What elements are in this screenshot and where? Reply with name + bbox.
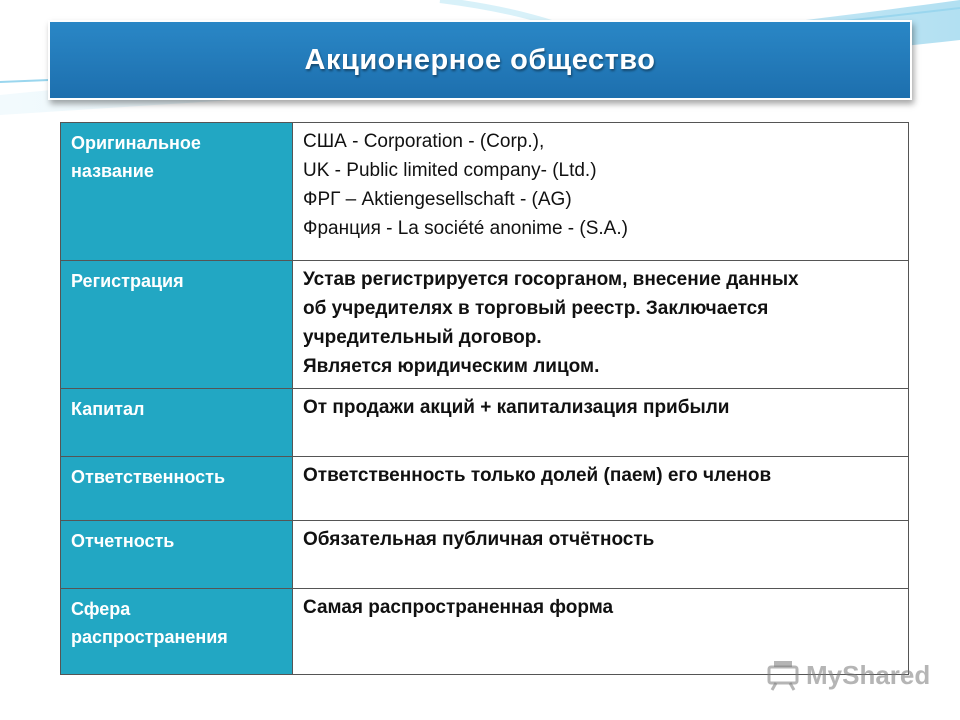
value-line: Обязательная публичная отчётность [303, 529, 655, 550]
value-line: учредительный договор. [303, 327, 542, 348]
slide-title: Акционерное общество [304, 43, 656, 76]
table-row [61, 123, 909, 261]
table-row [61, 261, 909, 389]
table-row [61, 521, 909, 589]
row-value [293, 261, 909, 389]
projector-icon [766, 659, 800, 691]
info-table [60, 122, 909, 675]
row-value [293, 521, 909, 589]
value-line: Франция - La société anonime - (S.A.) [303, 218, 628, 239]
watermark-text: MyShared [806, 659, 931, 690]
watermark [766, 658, 930, 692]
row-value [293, 457, 909, 521]
row-label: Оригинальное название [61, 123, 293, 261]
table-row [61, 457, 909, 521]
row-label: Ответственность [61, 457, 293, 521]
slide-title-bar [48, 20, 912, 100]
row-value [293, 123, 909, 261]
table-row [61, 389, 909, 457]
value-line: Является юридическим лицом. [303, 356, 600, 377]
row-label: Сфера распространения [61, 589, 293, 675]
value-line: Самая распространенная форма [303, 597, 614, 618]
value-line: Ответственность только долей (паем) его членов [303, 465, 772, 486]
row-value [293, 389, 909, 457]
value-line: От продажи акций + капитализация прибыли [303, 397, 730, 418]
row-label: Отчетность [61, 521, 293, 589]
value-line: Устав регистрируется госорганом, внесение данных [303, 269, 799, 290]
row-label: Капитал [61, 389, 293, 457]
value-line: ФРГ – Aktiengesellschaft - (AG) [303, 189, 572, 210]
row-label: Регистрация [61, 261, 293, 389]
value-line: UK - Public limited company- (Ltd.) [303, 160, 597, 181]
value-line: США - Corporation - (Corp.), [303, 131, 545, 152]
value-line: об учредителях в торговый реестр. Заключается [303, 298, 769, 319]
